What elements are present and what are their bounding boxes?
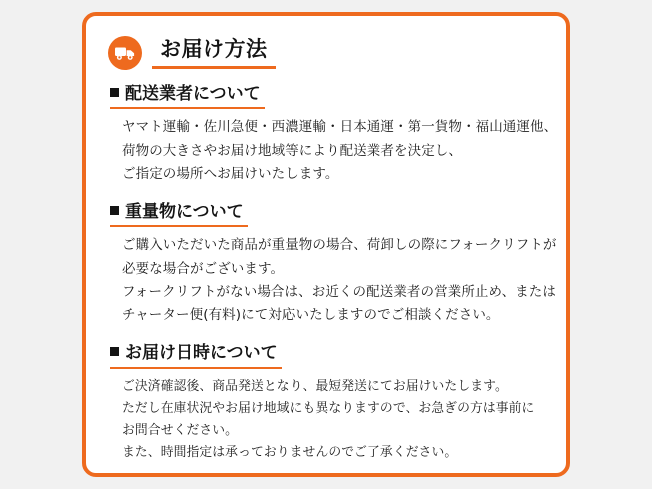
section-heading-label: 配送業者について xyxy=(125,84,261,104)
square-bullet-icon xyxy=(110,206,119,215)
section-heading-label: お届け日時について xyxy=(125,343,278,364)
body-line: ただし在庫状況やお届け地域にも異なりますので、お急ぎの方は事前に xyxy=(122,400,535,416)
body-line: ご購入いただいた商品が重量物の場合、荷卸しの際にフォークリフトが xyxy=(122,237,557,254)
delivery-method-card xyxy=(82,12,570,477)
body-line: チャーター便(有料)にて対応いたしますのでご相談ください。 xyxy=(122,307,500,324)
section-shipping-carriers xyxy=(106,84,558,186)
body-line: ご決済確認後、商品発送となり、最短発送にてお届けいたします。 xyxy=(122,378,508,394)
square-bullet-icon xyxy=(110,88,119,97)
body-line: 必要な場合がございます。 xyxy=(122,260,285,277)
section-body xyxy=(122,234,557,327)
card-header xyxy=(108,36,546,70)
body-line: ご指定の場所へお届けいたします。 xyxy=(122,165,339,182)
section-delivery-datetime xyxy=(106,343,546,463)
section-heading xyxy=(110,343,282,368)
section-heavy-items xyxy=(106,202,557,327)
section-body xyxy=(122,116,558,186)
section-heading xyxy=(110,202,248,227)
body-line: お問合せください。 xyxy=(122,422,239,438)
section-body xyxy=(122,376,546,464)
delivery-truck-icon xyxy=(108,36,142,70)
body-line: 荷物の大きさやお届け地域等により配送業者を決定し、 xyxy=(122,142,462,159)
square-bullet-icon xyxy=(110,347,119,356)
section-heading xyxy=(110,84,265,109)
body-line: また、時間指定は承っておりませんのでご了承ください。 xyxy=(122,444,458,460)
page-title: お届け方法 xyxy=(152,37,276,68)
body-line: フォークリフトがない場合は、お近くの配送業者の営業所止め、または xyxy=(122,283,556,300)
body-line: ヤマト運輸・佐川急便・西濃運輸・日本通運・第一貨物・福山通運他、 xyxy=(122,119,558,136)
section-heading-label: 重量物について xyxy=(125,202,244,223)
